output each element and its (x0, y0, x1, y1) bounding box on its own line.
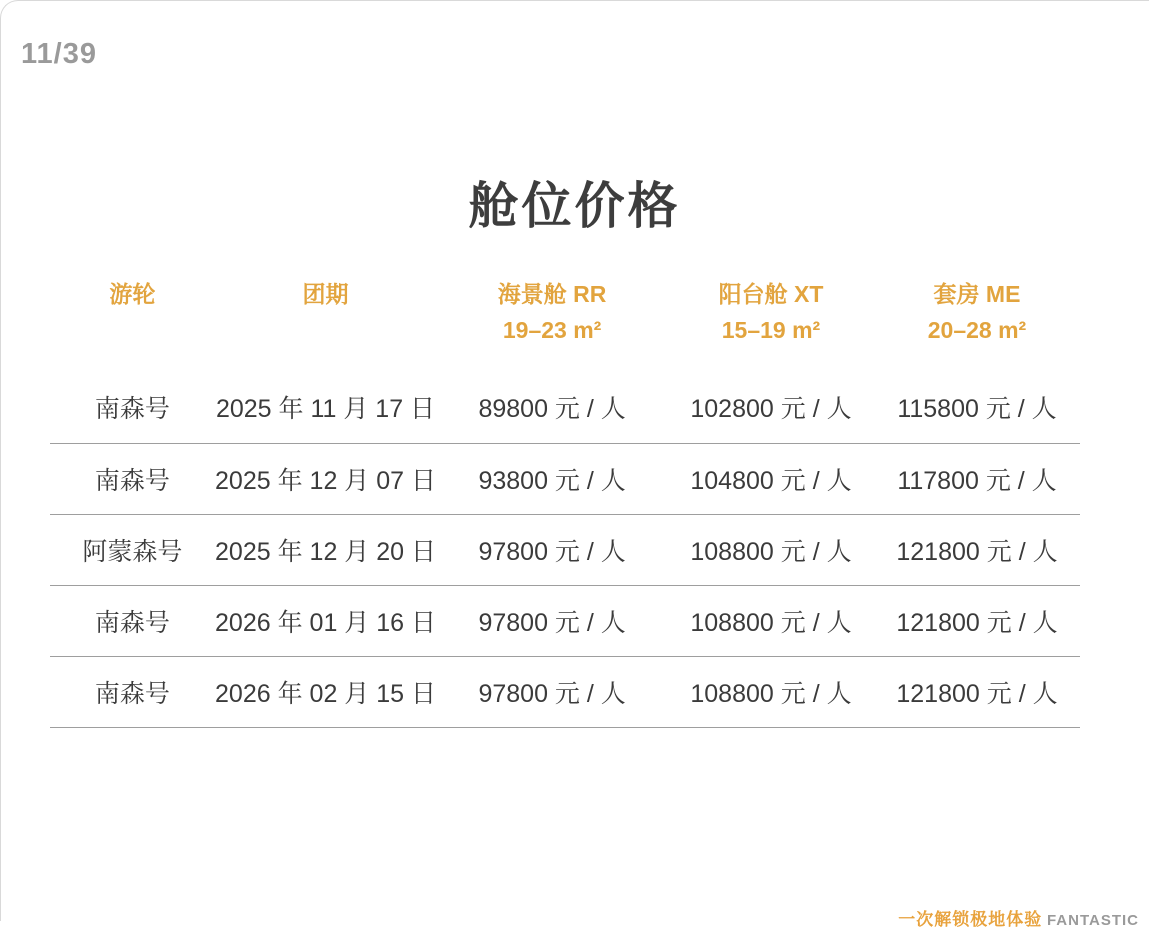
oceanview-price-cell: 97800 元 / 人 (436, 656, 668, 727)
footer-brand (898, 905, 1139, 930)
column-header-suite (874, 268, 1080, 372)
column-header-label: 海景舱 RR (497, 281, 607, 307)
column-header-sub: 19–23 m² (502, 317, 602, 343)
suite-price-cell: 115800 元 / 人 (874, 372, 1080, 443)
departure-date-cell: 2025 年 12 月 20 日 (215, 514, 436, 585)
suite-price-cell: 121800 元 / 人 (874, 656, 1080, 727)
ship-name-cell: 阿蒙森号 (50, 514, 215, 585)
column-header-balcony-cabin (668, 268, 874, 372)
column-header-oceanview-cabin (436, 268, 668, 372)
table-row (50, 656, 1080, 727)
balcony-price-cell: 108800 元 / 人 (668, 514, 874, 585)
ship-name-cell: 南森号 (50, 585, 215, 656)
departure-date-cell: 2025 年 11 月 17 日 (215, 372, 436, 443)
departure-date-cell: 2026 年 02 月 15 日 (215, 656, 436, 727)
column-header-label: 游轮 (109, 281, 156, 307)
table-row (50, 443, 1080, 514)
ship-name-cell: 南森号 (50, 656, 215, 727)
departure-date-cell: 2025 年 12 月 07 日 (215, 443, 436, 514)
oceanview-price-cell: 97800 元 / 人 (436, 514, 668, 585)
oceanview-price-cell: 89800 元 / 人 (436, 372, 668, 443)
table-row (50, 585, 1080, 656)
oceanview-price-cell: 97800 元 / 人 (436, 585, 668, 656)
page-number-indicator: 11/39 (21, 38, 97, 70)
column-header-ship (50, 268, 215, 372)
balcony-price-cell: 108800 元 / 人 (668, 656, 874, 727)
page-title: 舱位价格 (468, 178, 681, 234)
table-row (50, 514, 1080, 585)
table-row (50, 372, 1080, 443)
table-header (50, 268, 1080, 372)
oceanview-price-cell: 93800 元 / 人 (436, 443, 668, 514)
balcony-price-cell: 104800 元 / 人 (668, 443, 874, 514)
cabin-price-table (50, 268, 1080, 728)
column-header-label: 团期 (302, 281, 349, 307)
suite-price-cell: 121800 元 / 人 (874, 585, 1080, 656)
balcony-price-cell: 102800 元 / 人 (668, 372, 874, 443)
column-header-label: 阳台舱 XT (718, 281, 824, 307)
footer-brand-logo: FANTASTIC (1046, 912, 1139, 929)
ship-name-cell: 南森号 (50, 372, 215, 443)
departure-date-cell: 2026 年 01 月 16 日 (215, 585, 436, 656)
footer-slogan: 一次解锁极地体验 (898, 910, 1043, 929)
suite-price-cell: 121800 元 / 人 (874, 514, 1080, 585)
table-body (50, 372, 1080, 727)
ship-name-cell: 南森号 (50, 443, 215, 514)
balcony-price-cell: 108800 元 / 人 (668, 585, 874, 656)
suite-price-cell: 117800 元 / 人 (874, 443, 1080, 514)
column-header-sub: 20–28 m² (927, 317, 1027, 343)
column-header-date (215, 268, 436, 372)
column-header-sub: 15–19 m² (721, 317, 821, 343)
column-header-label: 套房 ME (933, 281, 1021, 307)
